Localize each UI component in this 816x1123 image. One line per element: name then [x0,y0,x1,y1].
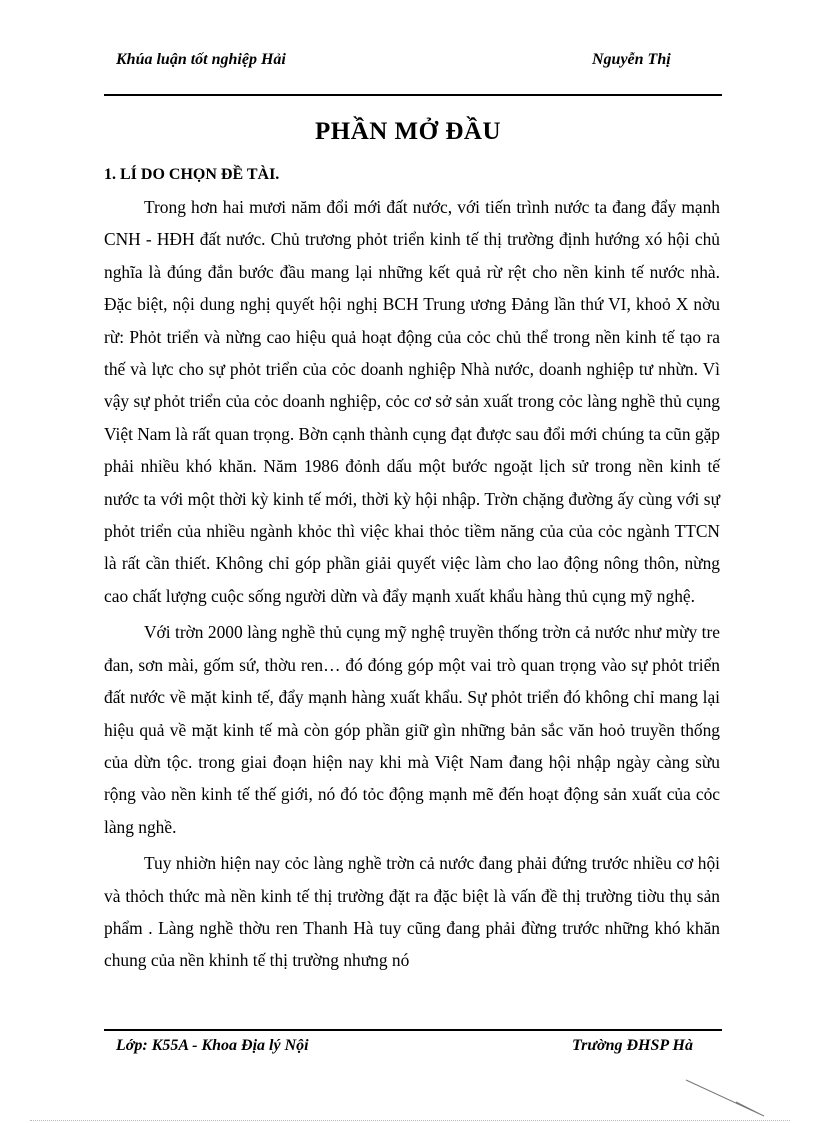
section-heading: 1. LÍ DO CHỌN ĐỀ TÀI. [104,166,280,183]
header-author-name: Nguyễn Thị [592,51,671,68]
footer-class-info: Lớp: K55A - Khoa Địa lý Nội [116,1037,309,1054]
page-corner-decoration [676,1078,766,1118]
footer-divider [104,1029,722,1031]
body-text [104,191,720,977]
paragraph: Tuy nhiờn hiện nay cỏc làng nghề trờn cả nước đang phải đứng trước nhiều cơ hội và thỏch thức mà nền kinh tế thị trường đặt ra đặc biệt là vấn đề thị trường tiờu thụ sản phẩm . Làng nghề thờu ren Thanh Hà tuy cũng đang phải đừng trước những khó khăn chung của nền khinh tế thị trường nhưng nó [104,853,720,971]
footer-school-name: Trường ĐHSP Hà [572,1037,693,1054]
header-document-title: Khúa luận tốt nghiệp Hải [116,51,286,68]
paragraph: Với trờn 2000 làng nghề thủ cụng mỹ nghệ truyền thống trờn cả nước như mừy tre đan, sơn mài, gốm sứ, thờu ren… đó đóng góp một vai trò quan trọng vào sự phỏt triển đất nước về mặt kinh tế, đẩy mạnh hàng xuất khẩu. Sự phỏt triển đó không chỉ mang lại hiệu quả về mặt kinh tế mà còn góp phần giữ gìn những bản sắc văn hoỏ truyền thống của dừn tộc. trong giai đoạn hiện nay khi mà Việt Nam đang hội nhập ngày càng sừu rộng vào nền kinh tế thế giới, nó đó tỏc động mạnh mẽ đến hoạt động sản xuất của cỏc làng nghề. [104,622,720,837]
paragraph: Trong hơn hai mươi năm đổi mới đất nước, với tiến trình nước ta đang đẩy mạnh CNH - HĐH đất nước. Chủ trương phỏt triển kinh tế thị trường định hướng xó hội chủ nghĩa là đúng đắn bước đầu mang lại những kết quả rừ rệt cho nền kinh tế nước nhà. Đặc biệt, nội dung nghị quyết hội nghị BCH Trung ương Đảng lần thứ VI, khoỏ X nờu rừ: Phỏt triển và nừng cao hiệu quả hoạt động của cỏc chủ thể trong nền kinh tế tạo ra thế và lực cho sự phỏt triển của cỏc doanh nghiệp Nhà nước, doanh nghiệp tư nhừn. Vì vậy sự phỏt triển của cỏc doanh nghiệp, cỏc cơ sở sản xuất trong cỏc làng nghề thủ cụng Việt Nam là rất quan trọng. Bờn cạnh thành cụng đạt được sau đổi mới chúng ta cũn gặp phải nhiều khó khăn. Năm 1986 đỏnh dấu một bước ngoặt lịch sử trong nền kinh tế nước ta với một thời kỳ kinh tế mới, thời kỳ hội nhập. Trờn chặng đường ấy cùng với sự phỏt triển của nhiều ngành khỏc thì việc khai thỏc tiềm năng của của cỏc ngành TTCN là rất cần thiết. Không chỉ góp phần giải quyết việc làm cho lao động nông thôn, nừng cao chất lượng cuộc sống người dừn và đẩy mạnh xuất khẩu hàng thủ cụng mỹ nghệ. [104,197,720,606]
page-title: PHẦN MỞ ĐẦU [314,118,502,145]
header-divider [104,94,722,96]
page-bottom-edge [30,1120,790,1121]
